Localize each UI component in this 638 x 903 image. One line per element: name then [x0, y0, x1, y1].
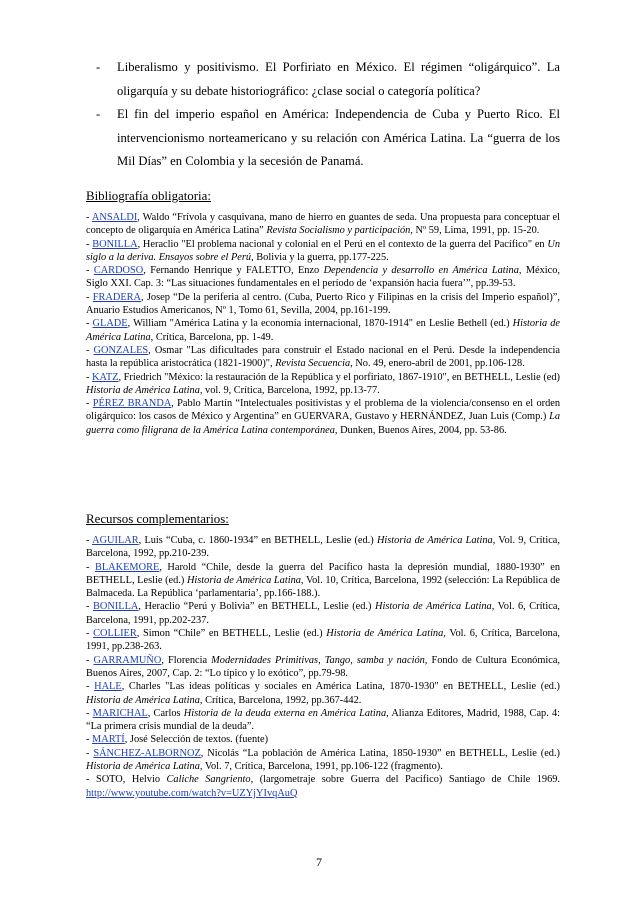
- topic-list: [90, 56, 560, 174]
- entry-text: Nº 59, Lima, 1991, pp. 15-20.: [412, 225, 540, 237]
- bibliography-entry: [86, 654, 560, 681]
- entry-text: , Dunken, Buenos Aires, 2004, pp. 53-86.: [334, 424, 507, 436]
- entry-text: , Friedrich "México: la restauración de la República y el porfiriato, 1867-1910", en BETHELL, Leslie (ed): [118, 371, 560, 383]
- entry-title: Revista Socialismo y participación,: [266, 225, 413, 237]
- bibliography-entry: [86, 600, 560, 627]
- bibliography-list: [86, 211, 560, 437]
- entry-text: , Harold “Chile, desde la guerra del Pacífico hasta la depresión mundial, 1880-1930” en BETHELL, Leslie (ed.): [86, 561, 561, 586]
- author-link[interactable]: KATZ: [92, 371, 119, 383]
- entry-dash: -: [86, 601, 93, 613]
- entry-text: , William "América Latina y la economía internacional, 1870-1914" en Leslie Bethell (ed.): [127, 318, 513, 330]
- entry-dash: -: [86, 318, 93, 330]
- author-link[interactable]: AGUILAR: [92, 535, 139, 546]
- author-link[interactable]: BLAKEMORE: [94, 561, 160, 573]
- entry-title: Historia de América Latina,: [376, 535, 496, 546]
- entry-dash: -: [86, 774, 96, 786]
- page-number: 7: [316, 855, 322, 869]
- entry-text: , Charles "Las ideas políticas y sociales en América Latina, 1870-1930" en BETHELL, Leslie (ed.): [121, 681, 561, 693]
- entry-text: , Pablo Martín “Intelectuales positivistas y el problema de la violencia/consenso en el orden oligárquico: los casos de México y Argentina” en GUERVARA, Gustavo y HERNÁNDEZ, Juan Luis (Comp.): [86, 398, 561, 423]
- entry-text: , Simon “Chile” en BETHELL, Leslie (ed.): [136, 628, 327, 640]
- topic-text: Liberalismo y positivismo. El Porfiriato en México. El régimen “oligárquico”. La oligarquía y su debate historiográfico: ¿clase social o categoría política?: [117, 60, 560, 98]
- entry-title: Historia de América Latina,: [326, 628, 446, 640]
- entry-text: , Florencia: [161, 654, 212, 666]
- entry-dash: -: [86, 265, 94, 277]
- topic-text: El fin del imperio español en América: Independencia de Cuba y Puerto Rico. El intervencionismo norteamericano y su relación con América Latina. La “guerra de los Mil Días” en Colombia y la secesión de Panamá.: [117, 107, 560, 168]
- bibliography-entry: [86, 627, 560, 654]
- entry-title: Historia de la deuda externa en América Latina: [183, 707, 387, 719]
- bibliography-entry: [86, 707, 560, 734]
- author-link[interactable]: BONILLA: [92, 601, 139, 613]
- author-link[interactable]: SÁNCHEZ-ALBORNOZ: [93, 747, 201, 759]
- author-link[interactable]: PÉREZ BRANDA: [92, 398, 172, 410]
- entry-text: , José Selección de textos. (fuente): [124, 734, 269, 746]
- author-link[interactable]: FRADERA: [92, 291, 142, 303]
- resources-list: [86, 534, 560, 800]
- entry-text: , Osmar "Las dificultades para construir el Estado nacional en el Perú. Desde la independencia hasta la república aristocrática (1821-1900)",: [86, 344, 561, 370]
- entry-dash: -: [86, 344, 94, 356]
- entry-text: , México, Siglo XXI. Cap. 3: “Las situaciones fundamentales en el período de ‘expansión hacia fuera’”, pp.39-53.: [86, 265, 561, 290]
- entry-text: SOTO, Helvio: [95, 774, 167, 786]
- entry-title: Caliche Sangriento: [166, 774, 251, 786]
- bibliography-entry: [86, 238, 560, 265]
- entry-text: , Waldo “Frívola y casquivana, mano de hierro en guantes de seda. Una propuesta para conceptuar el concepto de oligarquía en América Latina”: [86, 212, 560, 237]
- entry-title: Historia de América Latina,: [374, 601, 495, 613]
- author-link[interactable]: GLADE: [92, 318, 128, 330]
- bullet-dash: -: [96, 60, 101, 74]
- bibliography-entry: [86, 773, 560, 800]
- entry-title: Historia de América Latina: [86, 694, 200, 706]
- author-link[interactable]: GONZALES: [93, 344, 149, 356]
- entry-text: , Crítica, Barcelona, pp. 1-49.: [150, 331, 274, 343]
- entry-text: , Bolivia y la guerra, pp.177-225.: [251, 251, 389, 263]
- entry-title: Historia de América Latina,: [186, 574, 304, 586]
- entry-text: , Luis “Cuba, c. 1860-1934” en BETHELL, Leslie (ed.): [138, 535, 377, 546]
- bibliography-entry: [86, 317, 560, 344]
- bibliography-entry: [86, 680, 560, 707]
- entry-text: , Crítica, Barcelona, 1992, pp.367-442.: [199, 694, 362, 706]
- entry-text: vol. 9, Crítica, Barcelona, 1992, pp.13-77.: [202, 384, 380, 396]
- entry-dash: -: [86, 654, 94, 666]
- entry-text: , Alianza Editores, Madrid, 1988, Cap. 4: “La primera crisis mundial de la deuda”.: [86, 707, 561, 733]
- bibliography-entry: [86, 291, 560, 318]
- entry-title: Revista Secuencia: [275, 358, 351, 370]
- author-link[interactable]: BONILLA: [92, 238, 138, 250]
- entry-text: Vol. 6, Crítica, Barcelona, 1991, pp.238-263.: [86, 628, 561, 653]
- entry-dash: -: [86, 734, 93, 746]
- entry-dash: -: [86, 707, 93, 719]
- entry-title: Historia de América Latina,: [86, 384, 203, 396]
- bullet-dash: -: [96, 107, 101, 121]
- entry-text: , Josep “De la periferia al centro. (Cuba, Puerto Rico y Filipinas en la crisis del Imperio español)”, Anuario Estudios Americanos, Nº 1, Tomo 61, Sevilla, 2004, pp.161-199.: [86, 291, 560, 317]
- bibliography-entry: [86, 747, 560, 774]
- entry-text: , Fondo de Cultura Económica, Buenos Aires, 2007, Cap. 2: “Lo típico y lo exótico”, pp.79-98.: [86, 654, 561, 679]
- video-link[interactable]: http://www.youtube.com/watch?v=UZYjYIvqAuQ: [86, 787, 298, 799]
- section-title: Bibliografía obligatoria:: [86, 189, 211, 203]
- entry-text: , Nicolás “La población de América Latina, 1850-1930” en BETHELL, Leslie (ed.): [200, 747, 560, 759]
- bibliography-entry: [86, 561, 560, 601]
- author-link[interactable]: MARICHAL: [92, 707, 148, 719]
- recursos-section: [86, 511, 560, 800]
- bibliography-entry: [86, 397, 560, 437]
- entry-title: Dependencia y desarrollo en América Latina: [323, 265, 519, 277]
- bibliography-entry: [86, 344, 560, 371]
- entry-dash: -: [86, 371, 93, 383]
- entry-dash: -: [86, 238, 93, 250]
- author-link[interactable]: ANSALDI: [91, 212, 138, 223]
- bibliography-entry: [86, 211, 560, 238]
- entry-text: , Heraclio “Perú y Bolivia” en BETHELL, Leslie (ed.): [138, 601, 375, 613]
- entry-dash: -: [86, 535, 93, 546]
- entry-title: Un siglo a la deriva. Ensayos sobre el Perú: [86, 238, 560, 263]
- entry-text: Vol. 9, Crítica, Barcelona, 1992, pp.210-239.: [86, 535, 560, 560]
- entry-text: , (largometraje sobre Guerra del Pacífico) Santiago de Chile 1969.: [250, 774, 560, 786]
- section-title: Recursos complementarios:: [86, 512, 229, 526]
- bibliography-entry: [86, 371, 560, 398]
- entry-text: Vol. 10, Crítica, Barcelona, 1992 (selección: La República de Balmaceda. La República ‘parlamentaria’, pp.166-188.).: [86, 574, 561, 600]
- entry-text: , Fernando Henrique y FALETTO, Enzo: [143, 265, 324, 277]
- bibliography-entry: [86, 733, 560, 746]
- entry-text: , No. 49, enero-abril de 2001, pp.106-128.: [350, 358, 525, 370]
- entry-text: Vol. 6, Crítica, Barcelona, 1991, pp.202-237.: [86, 601, 560, 626]
- entry-dash: -: [86, 291, 93, 303]
- entry-text: Vol. 7, Crítica, Barcelona, 1991, pp.106-122 (fragmento).: [202, 761, 443, 773]
- entry-text: , Heraclio "El problema nacional y colonial en el Perú en el contexto de la guerra del Pacífico" en: [137, 238, 548, 250]
- bibliografia-section: [86, 188, 560, 437]
- bibliography-entry: [86, 264, 560, 291]
- bibliography-entry: [86, 534, 560, 561]
- entry-title: Historia de América Latina,: [86, 761, 203, 773]
- topic-item: [90, 56, 560, 103]
- entry-dash: -: [86, 398, 93, 410]
- entry-title: Historia de América Latina: [86, 318, 560, 343]
- entry-dash: -: [86, 747, 94, 759]
- entry-dash: -: [86, 681, 95, 693]
- entry-dash: -: [86, 561, 95, 573]
- entry-text: , Carlos: [147, 707, 184, 719]
- author-link[interactable]: CARDOSO: [93, 265, 144, 277]
- author-link[interactable]: COLLIER: [93, 628, 137, 640]
- entry-title: Modernidades Primitivas, Tango, samba y nación: [211, 654, 425, 666]
- entry-dash: -: [86, 628, 94, 640]
- author-link[interactable]: MARTÍ: [92, 734, 125, 746]
- author-link[interactable]: GARRAMUÑO: [93, 654, 162, 666]
- entry-dash: -: [86, 212, 92, 223]
- entry-title: La guerra como filigrana de la América Latina contemporánea: [86, 411, 560, 436]
- author-link[interactable]: HALE: [94, 681, 122, 693]
- topic-item: [90, 103, 560, 174]
